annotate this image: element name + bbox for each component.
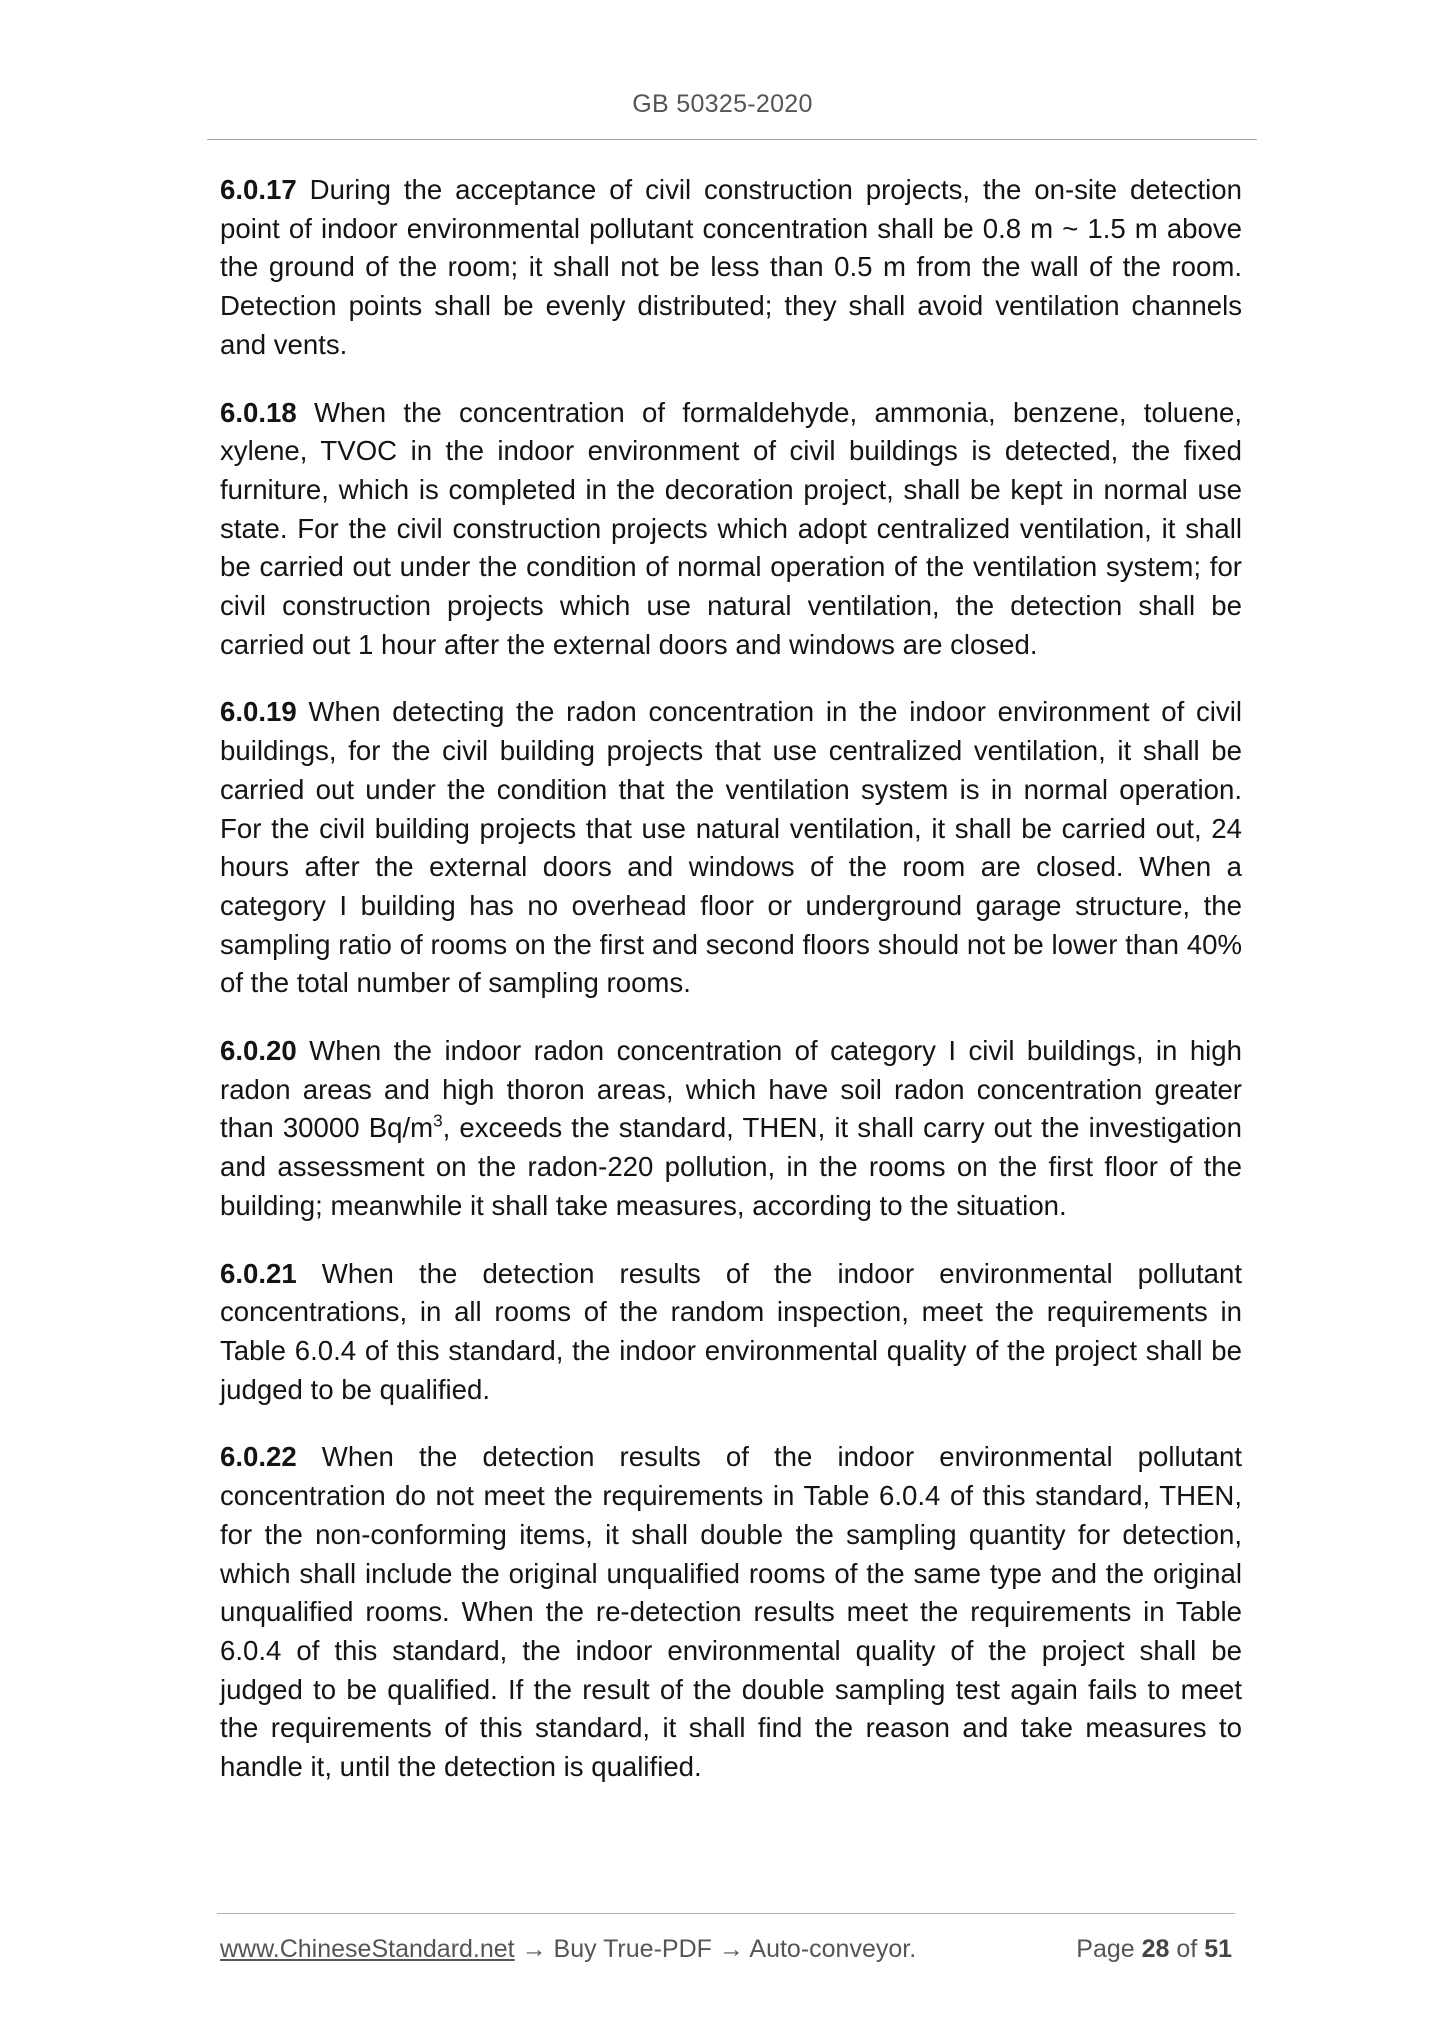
website-link[interactable]: www.ChineseStandard.net (220, 1935, 515, 1963)
clause-text: When the concentration of formaldehyde, ammonia, benzene, toluene, xylene, TVOC in the indoor environment of civil buildings is detected, the fixed furniture, which is completed in the decoration project, shall be kept in normal use state. For the civil construction projects which adopt centralized ventilation, it shall be carried out under the condition of normal operation of the ventilation system; for civil construction projects which use natural ventilation, the detection shall be carried out 1 hour after the external doors and windows are closed. (220, 396, 1242, 660)
clause-6-0-22 (220, 1438, 1242, 1786)
footer-nav-text: → Buy True-PDF → Auto-conveyor. (514, 1935, 917, 1963)
footer-left (220, 1935, 916, 1964)
clause-text-before: When the indoor radon concentration of category I civil buildings, in high radon areas and high thoron areas, which have soil radon concentration greater than 30000 Bq/m (220, 1035, 1242, 1144)
page-footer (220, 1935, 1232, 1975)
page-header-title: GB 50325-2020 (632, 90, 813, 118)
clause-text: During the acceptance of civil construction projects, the on-site detection point of indoor environmental pollutant concentration shall be 0.8 m ~ 1.5 m above the ground of the room; it shall not be less than 0.5 m from the wall of the room. Detection points shall be evenly distributed; they shall avoid ventilation channels and vents. (220, 174, 1242, 360)
page-of-label: of (1176, 1935, 1198, 1963)
footer-divider (217, 1913, 1235, 1914)
document-body (220, 171, 1242, 1816)
page-label: Page (1076, 1935, 1135, 1963)
clause-number: 6.0.21 (220, 1257, 297, 1289)
clause-number: 6.0.18 (220, 396, 297, 428)
clause-number: 6.0.22 (220, 1441, 297, 1473)
clause-number: 6.0.20 (220, 1035, 297, 1067)
page-indicator (1076, 1935, 1232, 1964)
clause-text: When the detection results of the indoor environmental pollutant concentrations, in all rooms of the random inspection, meet the requirements in Table 6.0.4 of this standard, the indoor environmental quality of the project shall be judged to be qualified. (220, 1257, 1242, 1405)
clause-6-0-21 (220, 1255, 1242, 1410)
header-divider (207, 139, 1257, 140)
clause-text-after: , exceeds the standard, THEN, it shall carry out the investigation and assessment on the radon-220 pollution, in the rooms on the first floor of the building; meanwhile it shall take measures, according to the situation. (220, 1112, 1242, 1221)
clause-6-0-18 (220, 394, 1242, 665)
page-current: 28 (1141, 1935, 1170, 1963)
clause-text: When detecting the radon concentration in the indoor environment of civil buildings, for the civil building projects that use centralized ventilation, it shall be carried out under the condition that the ventilation system is in normal operation. For the civil building projects that use natural ventilation, it shall be carried out, 24 hours after the external doors and windows of the room are closed. When a category I building has no overhead floor or underground garage structure, the sampling ratio of rooms on the first and second floors should not be lower than 40% of the total number of sampling rooms. (220, 696, 1242, 999)
clause-number: 6.0.17 (220, 174, 297, 205)
page-total: 51 (1204, 1935, 1232, 1963)
clause-6-0-17 (220, 171, 1242, 365)
clause-text: When the detection results of the indoor environmental pollutant concentration do not meet the requirements in Table 6.0.4 of this standard, THEN, for the non-conforming items, it shall double the sampling quantity for detection, which shall include the original unqualified rooms of the same type and the original unqualified rooms. When the re-detection results meet the requirements in Table 6.0.4 of this standard, the indoor environmental quality of the project shall be judged to be qualified. If the result of the double sampling test again fails to meet the requirements of this standard, it shall find the reason and take measures to handle it, until the detection is qualified. (220, 1441, 1242, 1783)
clause-number: 6.0.19 (220, 696, 297, 728)
superscript-cubed: 3 (433, 1111, 443, 1131)
clause-6-0-19 (220, 693, 1242, 1003)
clause-6-0-20 (220, 1032, 1242, 1226)
